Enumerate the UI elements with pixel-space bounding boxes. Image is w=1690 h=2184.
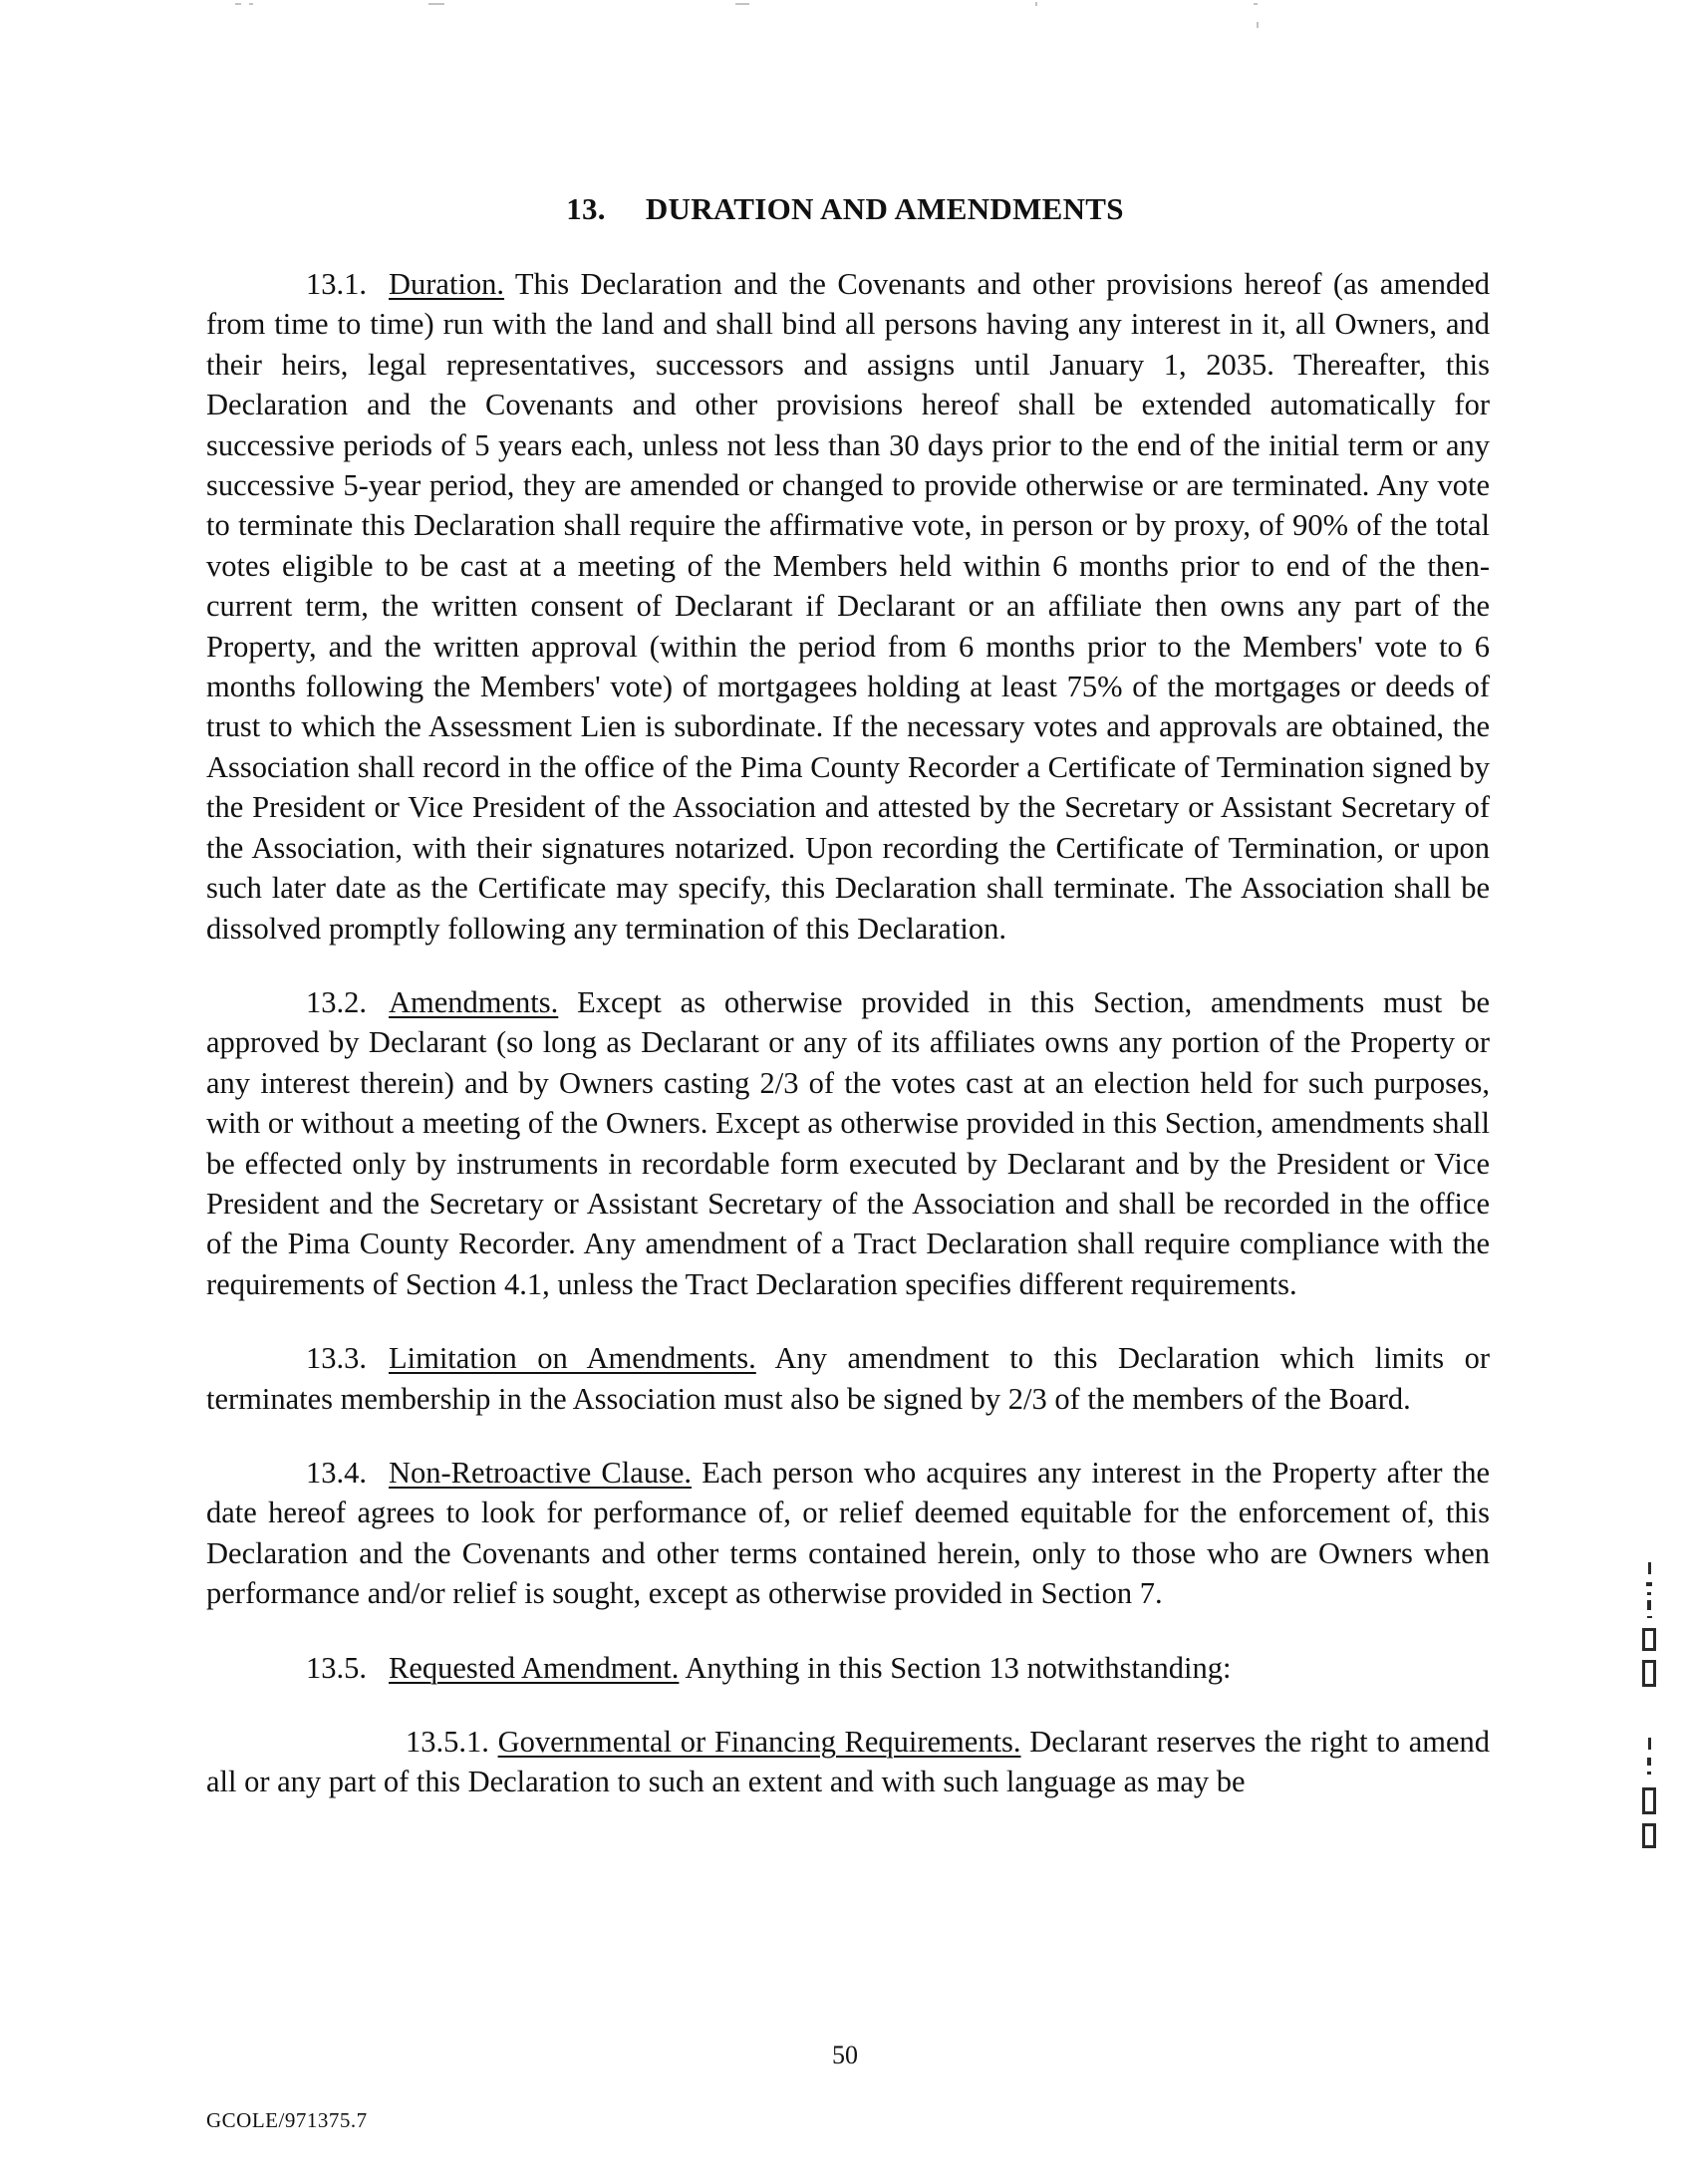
- document-id: GCOLE/971375.7: [206, 2108, 368, 2132]
- section-13-4: [206, 1453, 1490, 1614]
- recording-stamp-marks: [1630, 1562, 1670, 1921]
- section-number: 13.1.: [306, 267, 367, 301]
- subsection-number: 13.5.1.: [406, 1725, 489, 1759]
- section-number: 13.4.: [306, 1455, 367, 1490]
- page-number: 50: [832, 2041, 858, 2069]
- section-13-2: [206, 982, 1490, 1304]
- section-number: 13.2.: [306, 984, 367, 1019]
- section-text: Any amendment to this Declaration which limits or terminates membership in the Association must also be signed by 2/3 of the members of the Board.: [206, 1341, 1490, 1416]
- section-title: Duration.: [389, 267, 505, 301]
- heading-number: 13.: [566, 191, 606, 226]
- section-text: Except as otherwise provided in this Section, amendments must be approved by Declarant (so long as Declarant or any of its affiliates owns any portion of the Property or any interest therein) and by Owners casting 2/3 of the votes cast at an election held for such purposes, with or without a meeting of the Owners. Except as otherwise provided in this Section, amendments shall be effected only by instruments in recordable form executed by Declarant and by the President or Vice President and the Secretary or Assistant Secretary of the Association and shall be recorded in the office of the Pima County Recorder. Any amendment of a Tract Declaration shall require compliance with the requirements of Section 4.1, unless the Tract Declaration specifies different requirements.: [206, 984, 1490, 1301]
- section-13-1: [206, 264, 1490, 949]
- section-13-3: [206, 1338, 1490, 1419]
- scan-artifact-marks: [0, 0, 1690, 40]
- subsection-title: Governmental or Financing Requirements.: [497, 1725, 1021, 1759]
- section-text: Each person who acquires any interest in the Property after the date hereof agrees to look for performance of, or relief deemed equitable for the enforcement of, this Declaration and the Covenants and other terms contained herein, only to those who are Owners when performance and/or relief is sought, except as otherwise provided in Section 7.: [206, 1455, 1490, 1611]
- section-text: Anything in this Section 13 notwithstanding:: [679, 1650, 1232, 1685]
- subsection-text: Declarant reserves the right to amend all or any part of this Declaration to such an extent and with such language as may be: [206, 1725, 1491, 1799]
- section-heading: [0, 191, 1690, 227]
- section-title: Amendments.: [389, 984, 559, 1019]
- section-13-5-1: [206, 1722, 1490, 1802]
- section-number: 13.5.: [306, 1650, 367, 1685]
- section-13-5: [206, 1648, 1490, 1688]
- section-text: This Declaration and the Covenants and other provisions hereof (as amended from time to time) run with the land and shall bind all persons having any interest in it, all Owners, and their heirs, legal representatives, successors and assigns until January 1, 2035. Thereafter, this Declaration and the Covenants and other provisions hereof shall be extended automatically for successive periods of 5 years each, unless not less than 30 days prior to the end of the initial term or any successive 5-year period, they are amended or changed to provide otherwise or are terminated. Any vote to terminate this Declaration shall require the affirmative vote, in person or by proxy, of 90% of the total votes eligible to be cast at a meeting of the Members held within 6 months prior to end of the then-current term, the written consent of Declarant if Declarant or an affiliate then owns any part of the Property, and the written approval (within the period from 6 months prior to the Members' vote to 6 months following the Members' vote) of mortgagees holding at least 75% of the mortgages or deeds of trust to which the Assessment Lien is subordinate. If the necessary votes and approvals are obtained, the Association shall record in the office of the Pima County Recorder a Certificate of Termination signed by the President or Vice President of the Association and attested by the Secretary or Assistant Secretary of the Association, with their signatures notarized. Upon recording the Certificate of Termination, or upon such later date as the Certificate may specify, this Declaration shall terminate. The Association shall be dissolved promptly following any termination of this Declaration.: [206, 267, 1490, 946]
- heading-title: DURATION AND AMENDMENTS: [645, 191, 1124, 226]
- section-title: Limitation on Amendments.: [389, 1341, 756, 1376]
- section-number: 13.3.: [306, 1341, 367, 1376]
- section-title: Requested Amendment.: [389, 1650, 680, 1685]
- section-title: Non-Retroactive Clause.: [389, 1455, 693, 1490]
- body-text: [206, 264, 1490, 1836]
